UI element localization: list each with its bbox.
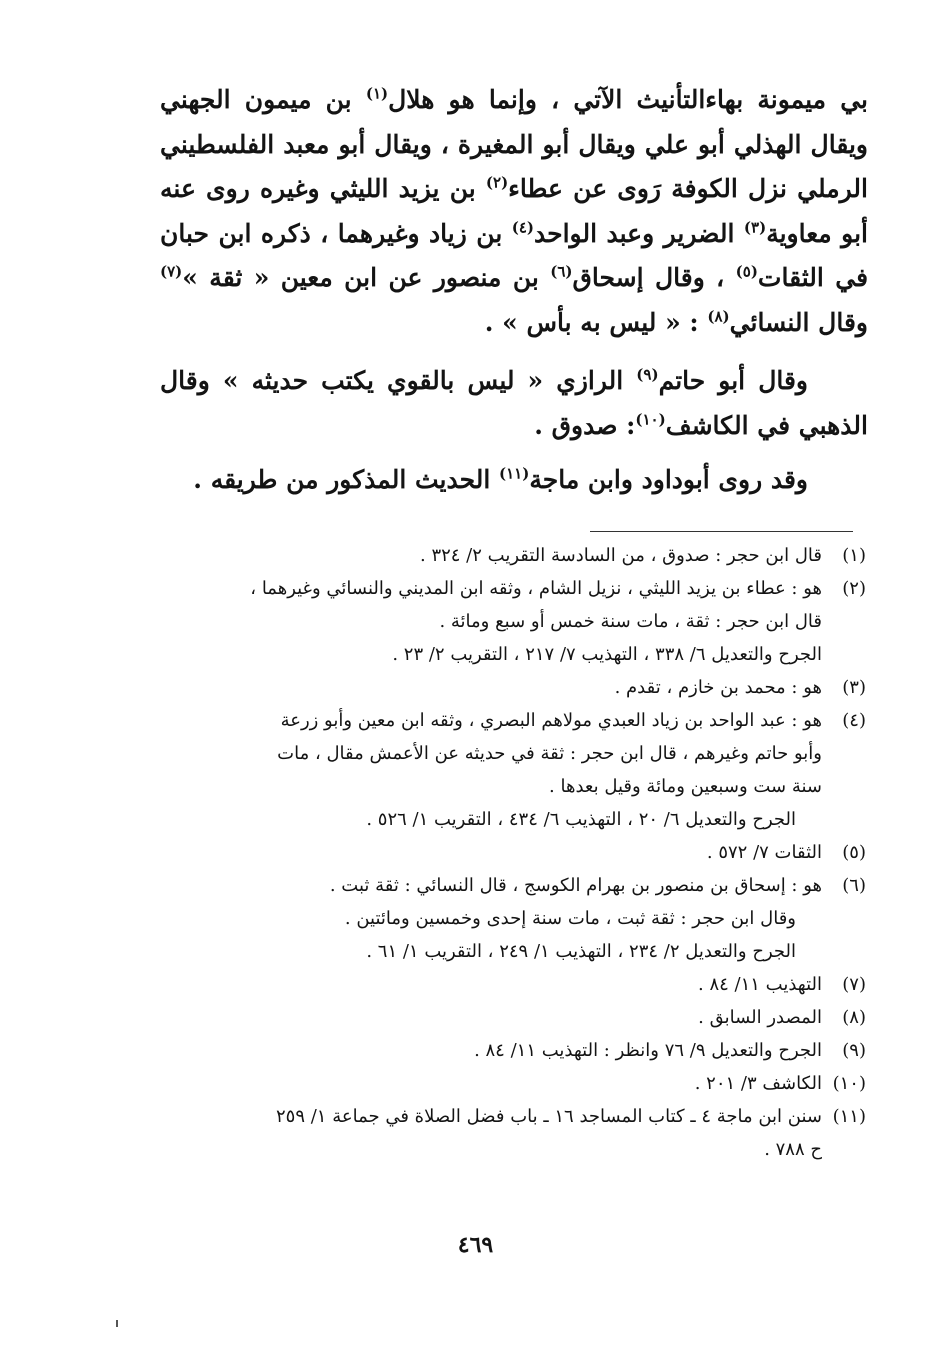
footnote [160, 1067, 866, 1100]
footnote-line: هو : محمد بن خازم ، تقدم . [614, 677, 822, 698]
footnote-line: المصدر السابق . [698, 1007, 822, 1028]
footnote-line: قال ابن حجر : ثقة ، مات سنة خمس أو سبع ومائة . [439, 611, 822, 632]
footnote-line: الجرح والتعديل ٩/ ٧٦ وانظر : التهذيب ١١/ ٨٤ . [474, 1040, 822, 1061]
footnote-ref: (٧) [160, 262, 183, 281]
footnote-line: الجرح والتعديل ٢/ ٢٣٤ ، التهذيب ١/ ٢٤٩ ، التقريب ١/ ٦١ . [366, 941, 796, 962]
footnote [160, 572, 866, 671]
footnote-number: (٩) [842, 1040, 866, 1061]
text-run: بن ميمون الجهني ويقال الهذلي أبو علي ويقال أبو المغيرة ، ويقال أبو معبد الفلسطيني الرملي نزل الكوفة رَوى عن عطاء [160, 85, 868, 203]
footnote-line: قال ابن حجر : صدوق ، من السادسة التقريب ٢/ ٣٢٤ . [419, 545, 822, 566]
paragraph-1 [160, 78, 868, 345]
footnote [160, 671, 866, 704]
footnote [160, 836, 866, 869]
text-run: وقد روى أبوداود وابن ماجة [529, 465, 808, 494]
footnote-line: وأبو حاتم وغيرهم ، قال ابن حجر : ثقة في حديثه عن الأعمش مقال ، مات [277, 743, 822, 764]
text-run: وقال أبو حاتم [658, 366, 808, 395]
scan-mark [116, 1320, 118, 1327]
footnote-body [160, 1100, 822, 1166]
footnote [160, 1100, 866, 1166]
footnote-line: الثقات ٧/ ٥٧٢ . [706, 842, 822, 863]
footnote-ref: (٢) [485, 173, 509, 192]
footnote-body [160, 572, 822, 671]
text-run: ، وقال إسحاق [572, 263, 736, 292]
footnote-number: (١) [842, 545, 866, 566]
footnote-number: (٦) [842, 875, 866, 896]
footnote-body [160, 869, 822, 968]
footnote-line: ح ٧٨٨ . [764, 1139, 822, 1160]
footnote-line: سنن ابن ماجة ٤ ـ كتاب المساجد ١٦ ـ باب فضل الصلاة في جماعة ١/ ٢٥٩ [275, 1106, 822, 1127]
footnote-line: هو : عطاء بن يزيد الليثي ، نزيل الشام ، وثقه ابن المديني والنسائي وغيرهما ، [250, 578, 822, 599]
text-run: : صدوق . [534, 410, 636, 440]
footnote-number: (١٠) [832, 1073, 866, 1094]
footnote-ref: (١٠) [635, 410, 666, 429]
footnote [160, 1001, 866, 1034]
footnote-line: هو : عبد الواحد بن زياد العبدي مولاهم البصري ، وثقه ابن معين وأبو زرعة [280, 710, 822, 731]
footnote-line: هو : إسحاق بن منصور بن بهرام الكوسج ، قال النسائي : ثقة ثبت . [329, 875, 822, 896]
footnote-ref: (٥) [735, 262, 758, 281]
footnote-body [160, 1067, 822, 1100]
text-run: بن يزيد الليثي وغيره روى عنه أبو معاوية [160, 174, 868, 248]
text-run: : « ليس به بأس » . [484, 307, 708, 337]
footnote-body [160, 836, 822, 869]
footnote-number: (٢) [842, 578, 866, 599]
footnote-number: (٥) [842, 842, 866, 863]
footnotes [160, 539, 866, 1166]
footnote-ref: (٤) [511, 218, 535, 237]
text-run: بن منصور عن ابن معين « ثقة » [182, 263, 551, 292]
footnote-body [160, 1001, 822, 1034]
footnote-ref: (٣) [743, 218, 767, 237]
paragraph-3 [160, 458, 868, 503]
main-text [160, 78, 868, 503]
footnote [160, 704, 866, 836]
footnote-line: وقال ابن حجر : ثقة ثبت ، مات سنة إحدى وخمسين ومائتين . [344, 908, 796, 929]
footnote-line: الكاشف ٣/ ٢٠١ . [694, 1073, 822, 1094]
footnote-body [160, 968, 822, 1001]
text-run: الحديث المذكور من طريقه . [193, 465, 499, 494]
footnote-ref: (١١) [499, 464, 530, 483]
footnote-line: الجرح والتعديل ٦/ ٢٠ ، التهذيب ٦/ ٤٣٤ ، التقريب ١/ ٥٢٦ . [366, 809, 796, 830]
footnote-ref: (٩) [636, 365, 659, 384]
footnote-line: سنة ست وسبعين ومائة وقيل بعدها . [549, 776, 822, 797]
footnote-separator [590, 531, 853, 532]
footnote-number: (٧) [842, 974, 866, 995]
text-run: الرازي « ليس بالقوي يكتب حديثه » وقال الذهبي في الكاشف [160, 366, 868, 440]
paragraph-2 [160, 359, 868, 448]
footnote [160, 539, 866, 572]
footnote-ref: (٦) [550, 262, 573, 281]
footnote-line: التهذيب ١١/ ٨٤ . [697, 974, 822, 995]
text-run: بن زياد وغيرهما ، ذكره ابن حبان في الثقات [160, 218, 869, 292]
page-number: ٤٦٩ [457, 1232, 494, 1258]
footnote-number: (١١) [832, 1106, 866, 1127]
footnote-line: الجرح والتعديل ٦/ ٣٣٨ ، التهذيب ٧/ ٢١٧ ، التقريب ٢/ ٢٣ . [392, 644, 822, 665]
text-run: بي ميمونة بهاءالتأنيث الآتي ، وإنما هو هلال [388, 85, 868, 114]
footnote [160, 968, 866, 1001]
footnote-number: (٤) [842, 710, 866, 731]
footnote-body [160, 539, 822, 572]
footnote [160, 1034, 866, 1067]
footnote-number: (٣) [842, 677, 866, 698]
footnote-body [160, 671, 822, 704]
footnote-ref: (٨) [707, 307, 730, 326]
footnote-ref: (١) [365, 84, 389, 103]
text-run: الضرير وعبد الواحد [534, 218, 744, 248]
footnote-body [160, 1034, 822, 1067]
footnote-number: (٨) [842, 1007, 866, 1028]
footnote [160, 869, 866, 968]
footnote-body [160, 704, 822, 836]
text-run: وقال النسائي [729, 307, 868, 337]
